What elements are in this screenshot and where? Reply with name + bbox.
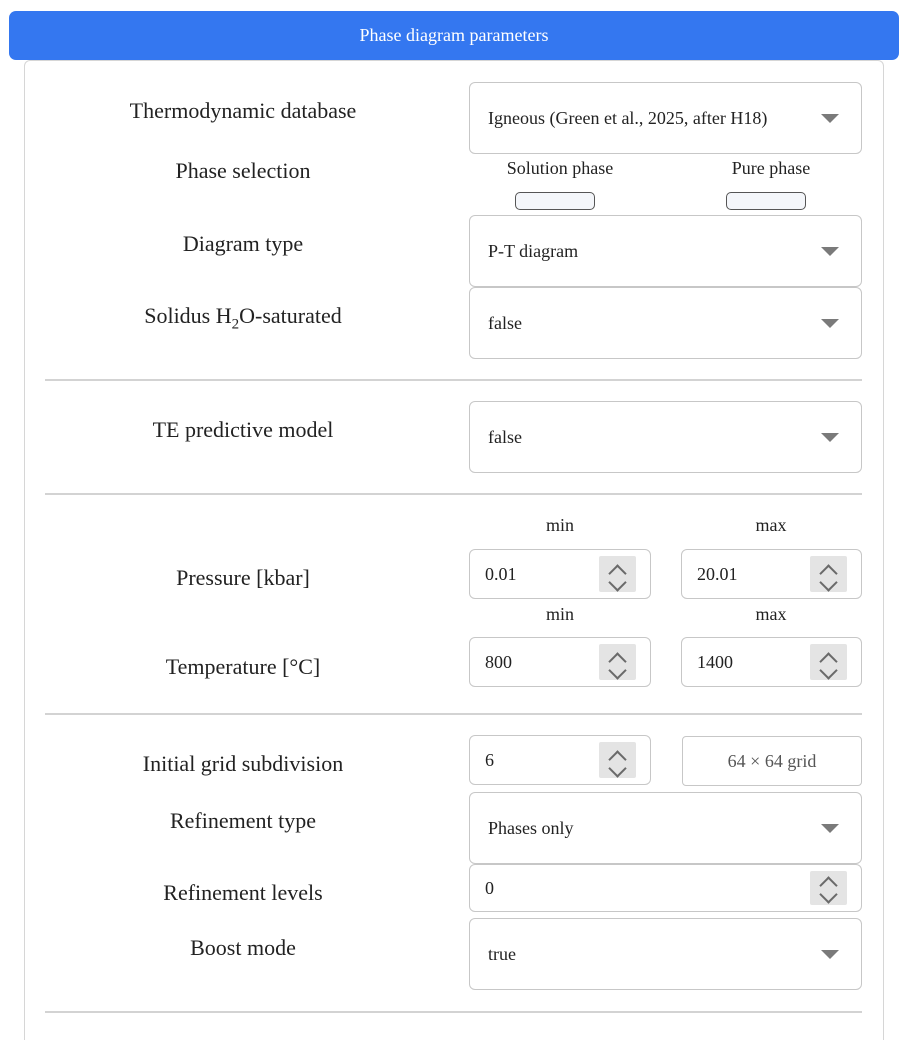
database-label: Thermodynamic database xyxy=(129,98,357,123)
solidus-select[interactable] xyxy=(469,287,862,359)
pressure-max-input[interactable] xyxy=(681,549,862,599)
diagram-type-value: P-T diagram xyxy=(488,240,579,261)
pressure-label: Pressure [kbar] xyxy=(176,565,310,590)
temperature-min-input[interactable] xyxy=(469,637,651,687)
boost-mode-select[interactable] xyxy=(469,918,862,990)
grid-size-text: 64 × 64 grid xyxy=(727,750,817,771)
te-model-select[interactable] xyxy=(469,401,862,473)
spinner[interactable] xyxy=(810,644,847,680)
solidus-label-sub: 2 xyxy=(231,316,240,333)
refinement-type-select[interactable] xyxy=(469,792,862,864)
pressure-min-input[interactable] xyxy=(469,549,651,599)
spinner[interactable] xyxy=(810,871,847,905)
temperature-max-input[interactable] xyxy=(681,637,862,687)
boost-mode-value: true xyxy=(488,943,516,964)
solution-phase-toggle[interactable] xyxy=(515,192,595,210)
grid-size-info xyxy=(682,736,862,786)
chevron-down-icon xyxy=(821,950,839,959)
pressure-min-value: 0.01 xyxy=(485,563,517,584)
phase-selection-label: Phase selection xyxy=(175,158,311,183)
spinner[interactable] xyxy=(810,556,847,592)
refinement-levels-value: 0 xyxy=(485,877,494,898)
chevron-down-icon xyxy=(821,114,839,123)
chevron-down-icon xyxy=(821,824,839,833)
spinner[interactable] xyxy=(599,742,636,778)
temperature-label: Temperature [°C] xyxy=(165,654,321,679)
divider xyxy=(45,1011,862,1013)
chevron-down-icon xyxy=(821,433,839,442)
pressure-min-label: min xyxy=(545,515,574,535)
pressure-max-label: max xyxy=(755,515,787,535)
database-select[interactable] xyxy=(469,82,862,154)
te-model-label: TE predictive model xyxy=(152,417,334,442)
diagram-type-label: Diagram type xyxy=(182,231,304,256)
chevron-down-icon xyxy=(821,247,839,256)
spinner[interactable] xyxy=(599,556,636,592)
divider xyxy=(45,379,862,381)
refinement-type-label: Refinement type xyxy=(169,808,316,833)
chevron-down-icon xyxy=(821,319,839,328)
divider xyxy=(45,493,862,495)
database-value: Igneous (Green et al., 2025, after H18) xyxy=(488,107,768,128)
boost-mode-label: Boost mode xyxy=(190,935,296,960)
solidus-value: false xyxy=(488,312,522,333)
pure-phase-label: Pure phase xyxy=(731,158,811,178)
grid-value: 6 xyxy=(485,749,494,770)
solidus-label xyxy=(45,303,441,337)
refinement-type-value: Phases only xyxy=(488,817,574,838)
temperature-max-label: max xyxy=(755,604,787,624)
pure-phase-toggle[interactable] xyxy=(726,192,806,210)
grid-input[interactable] xyxy=(469,735,651,785)
panel-header[interactable] xyxy=(9,11,899,60)
te-model-value: false xyxy=(488,426,522,447)
panel-title: Phase diagram parameters xyxy=(359,25,549,45)
temperature-min-value: 800 xyxy=(485,651,512,672)
divider xyxy=(45,713,862,715)
solution-phase-label: Solution phase xyxy=(506,158,614,178)
refinement-levels-input[interactable] xyxy=(469,864,862,912)
refinement-levels-label: Refinement levels xyxy=(163,880,323,905)
grid-label: Initial grid subdivision xyxy=(142,751,344,776)
diagram-type-select[interactable] xyxy=(469,215,862,287)
temperature-max-value: 1400 xyxy=(697,651,733,672)
pressure-max-value: 20.01 xyxy=(697,563,738,584)
solidus-label-prefix: Solidus H xyxy=(144,303,232,328)
temperature-min-label: min xyxy=(545,604,574,624)
spinner[interactable] xyxy=(599,644,636,680)
solidus-label-suffix: O-saturated xyxy=(239,303,342,328)
